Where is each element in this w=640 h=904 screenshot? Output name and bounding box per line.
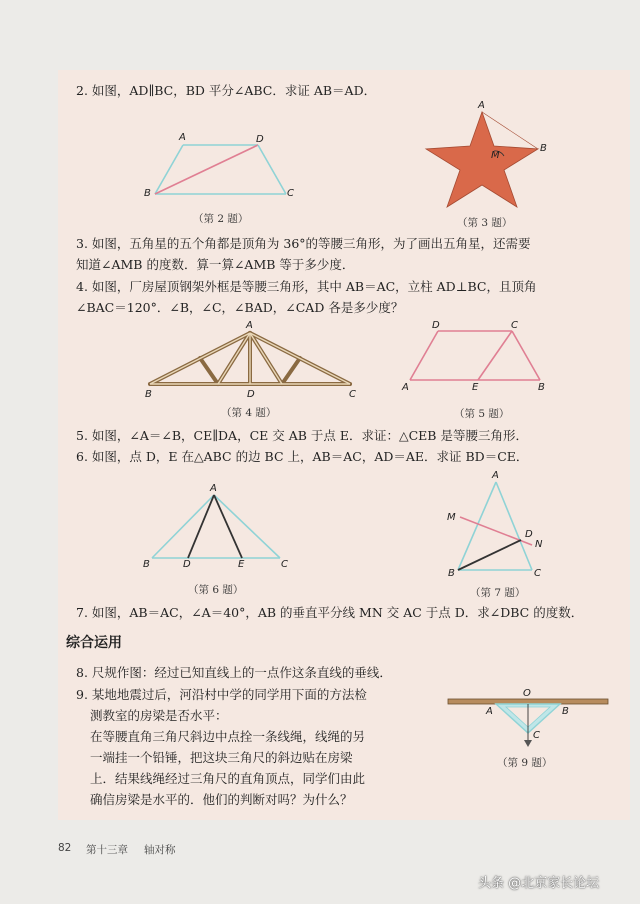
p7-label-M: M (447, 512, 456, 523)
p3-label-A: A (478, 100, 485, 111)
p5-label-A: A (402, 382, 409, 393)
p4-label-A: A (246, 320, 253, 331)
problem-9-text-line5: 上．结果线绳经过三角尺的直角顶点，同学们由此 (90, 771, 366, 786)
section-heading: 综合运用 (66, 635, 122, 651)
chapter-title: 轴对称 (144, 844, 176, 856)
p9-label-O: O (523, 688, 531, 699)
p2-label-D: D (256, 134, 264, 145)
chapter-label: 第十三章 (86, 844, 128, 856)
caption-problem-7: （第 7 题） (470, 587, 526, 599)
p5-label-B: B (538, 382, 545, 393)
page-number: 82 (58, 842, 72, 854)
p9-label-A: A (486, 706, 493, 717)
problem-4-text-line2: ∠BAC＝120°．∠B，∠C，∠BAD，∠CAD 各是多少度？ (76, 300, 404, 315)
problem-7-text: 7. 如图，AB＝AC，∠A＝40°，AB 的垂直平分线 MN 交 AC 于点 D．求∠DBC 的度数． (76, 605, 584, 620)
p4-label-B: B (145, 389, 152, 400)
p3-label-M: M (491, 150, 500, 161)
problem-9-text-line4: 一端挂一个铅锤，把这块三角尺的斜边贴在房梁 (90, 750, 353, 765)
p7-label-C: C (534, 568, 541, 579)
problem-9-text-line1: 9. 某地地震过后，河沿村中学的同学用下面的方法检 (76, 687, 367, 702)
p7-label-B: B (448, 568, 455, 579)
caption-problem-3: （第 3 题） (457, 217, 513, 229)
problem-3-text-line1: 3. 如图，五角星的五个角都是顶角为 36°的等腰三角形，为了画出五角星，还需要 (76, 236, 531, 251)
p3-label-B: B (540, 143, 547, 154)
p2-label-B: B (144, 188, 151, 199)
problem-9-text-line3: 在等腰直角三角尺斜边中点拴一条线绳，线绳的另 (90, 729, 366, 744)
p7-label-N: N (535, 539, 543, 550)
p4-label-C: C (349, 389, 356, 400)
problem-4-text-line1: 4. 如图，厂房屋顶钢架外框是等腰三角形，其中 AB＝AC，立柱 AD⊥BC，且顶角 (76, 279, 537, 294)
p9-label-B: B (562, 706, 569, 717)
problem-9-text-line6: 确信房梁是水平的．他们的判断对吗？为什么？ (90, 792, 353, 807)
p7-label-A: A (492, 470, 499, 481)
caption-problem-6: （第 6 题） (188, 584, 244, 596)
problem-2-text: 2. 如图，AD∥BC，BD 平分∠ABC．求证 AB＝AD． (76, 83, 377, 98)
problem-8-text: 8. 尺规作图：经过已知直线上的一点作这条直线的垂线． (76, 665, 392, 680)
p4-label-D: D (247, 389, 255, 400)
problem-3-text-line2: 知道∠AMB 的度数．算一算∠AMB 等于多少度． (76, 257, 355, 272)
problem-9-text-line2: 测教室的房梁是否水平： (90, 708, 228, 723)
p6-label-A: A (210, 483, 217, 494)
p5-label-C: C (511, 320, 518, 331)
caption-problem-5: （第 5 题） (454, 408, 510, 420)
p2-label-C: C (287, 188, 294, 199)
caption-problem-9: （第 9 题） (497, 757, 553, 769)
p2-label-A: A (179, 132, 186, 143)
p6-label-E: E (238, 559, 245, 570)
p5-label-D: D (432, 320, 440, 331)
caption-problem-2: （第 2 题） (193, 213, 249, 225)
p9-label-C: C (533, 730, 540, 741)
problem-5-text: 5. 如图，∠A＝∠B，CE∥DA，CE 交 AB 于点 E．求证：△CEB 是等腰三角形． (76, 428, 528, 443)
p6-label-D: D (183, 559, 191, 570)
problem-6-text: 6. 如图，点 D，E 在△ABC 的边 BC 上，AB＝AC，AD＝AE．求证 BD＝CE． (76, 449, 529, 464)
watermark: 头条 @北京家长论坛 (478, 876, 600, 891)
p5-label-E: E (472, 382, 479, 393)
p6-label-B: B (143, 559, 150, 570)
p7-label-D: D (525, 529, 533, 540)
caption-problem-4: （第 4 题） (221, 407, 277, 419)
p6-label-C: C (281, 559, 288, 570)
